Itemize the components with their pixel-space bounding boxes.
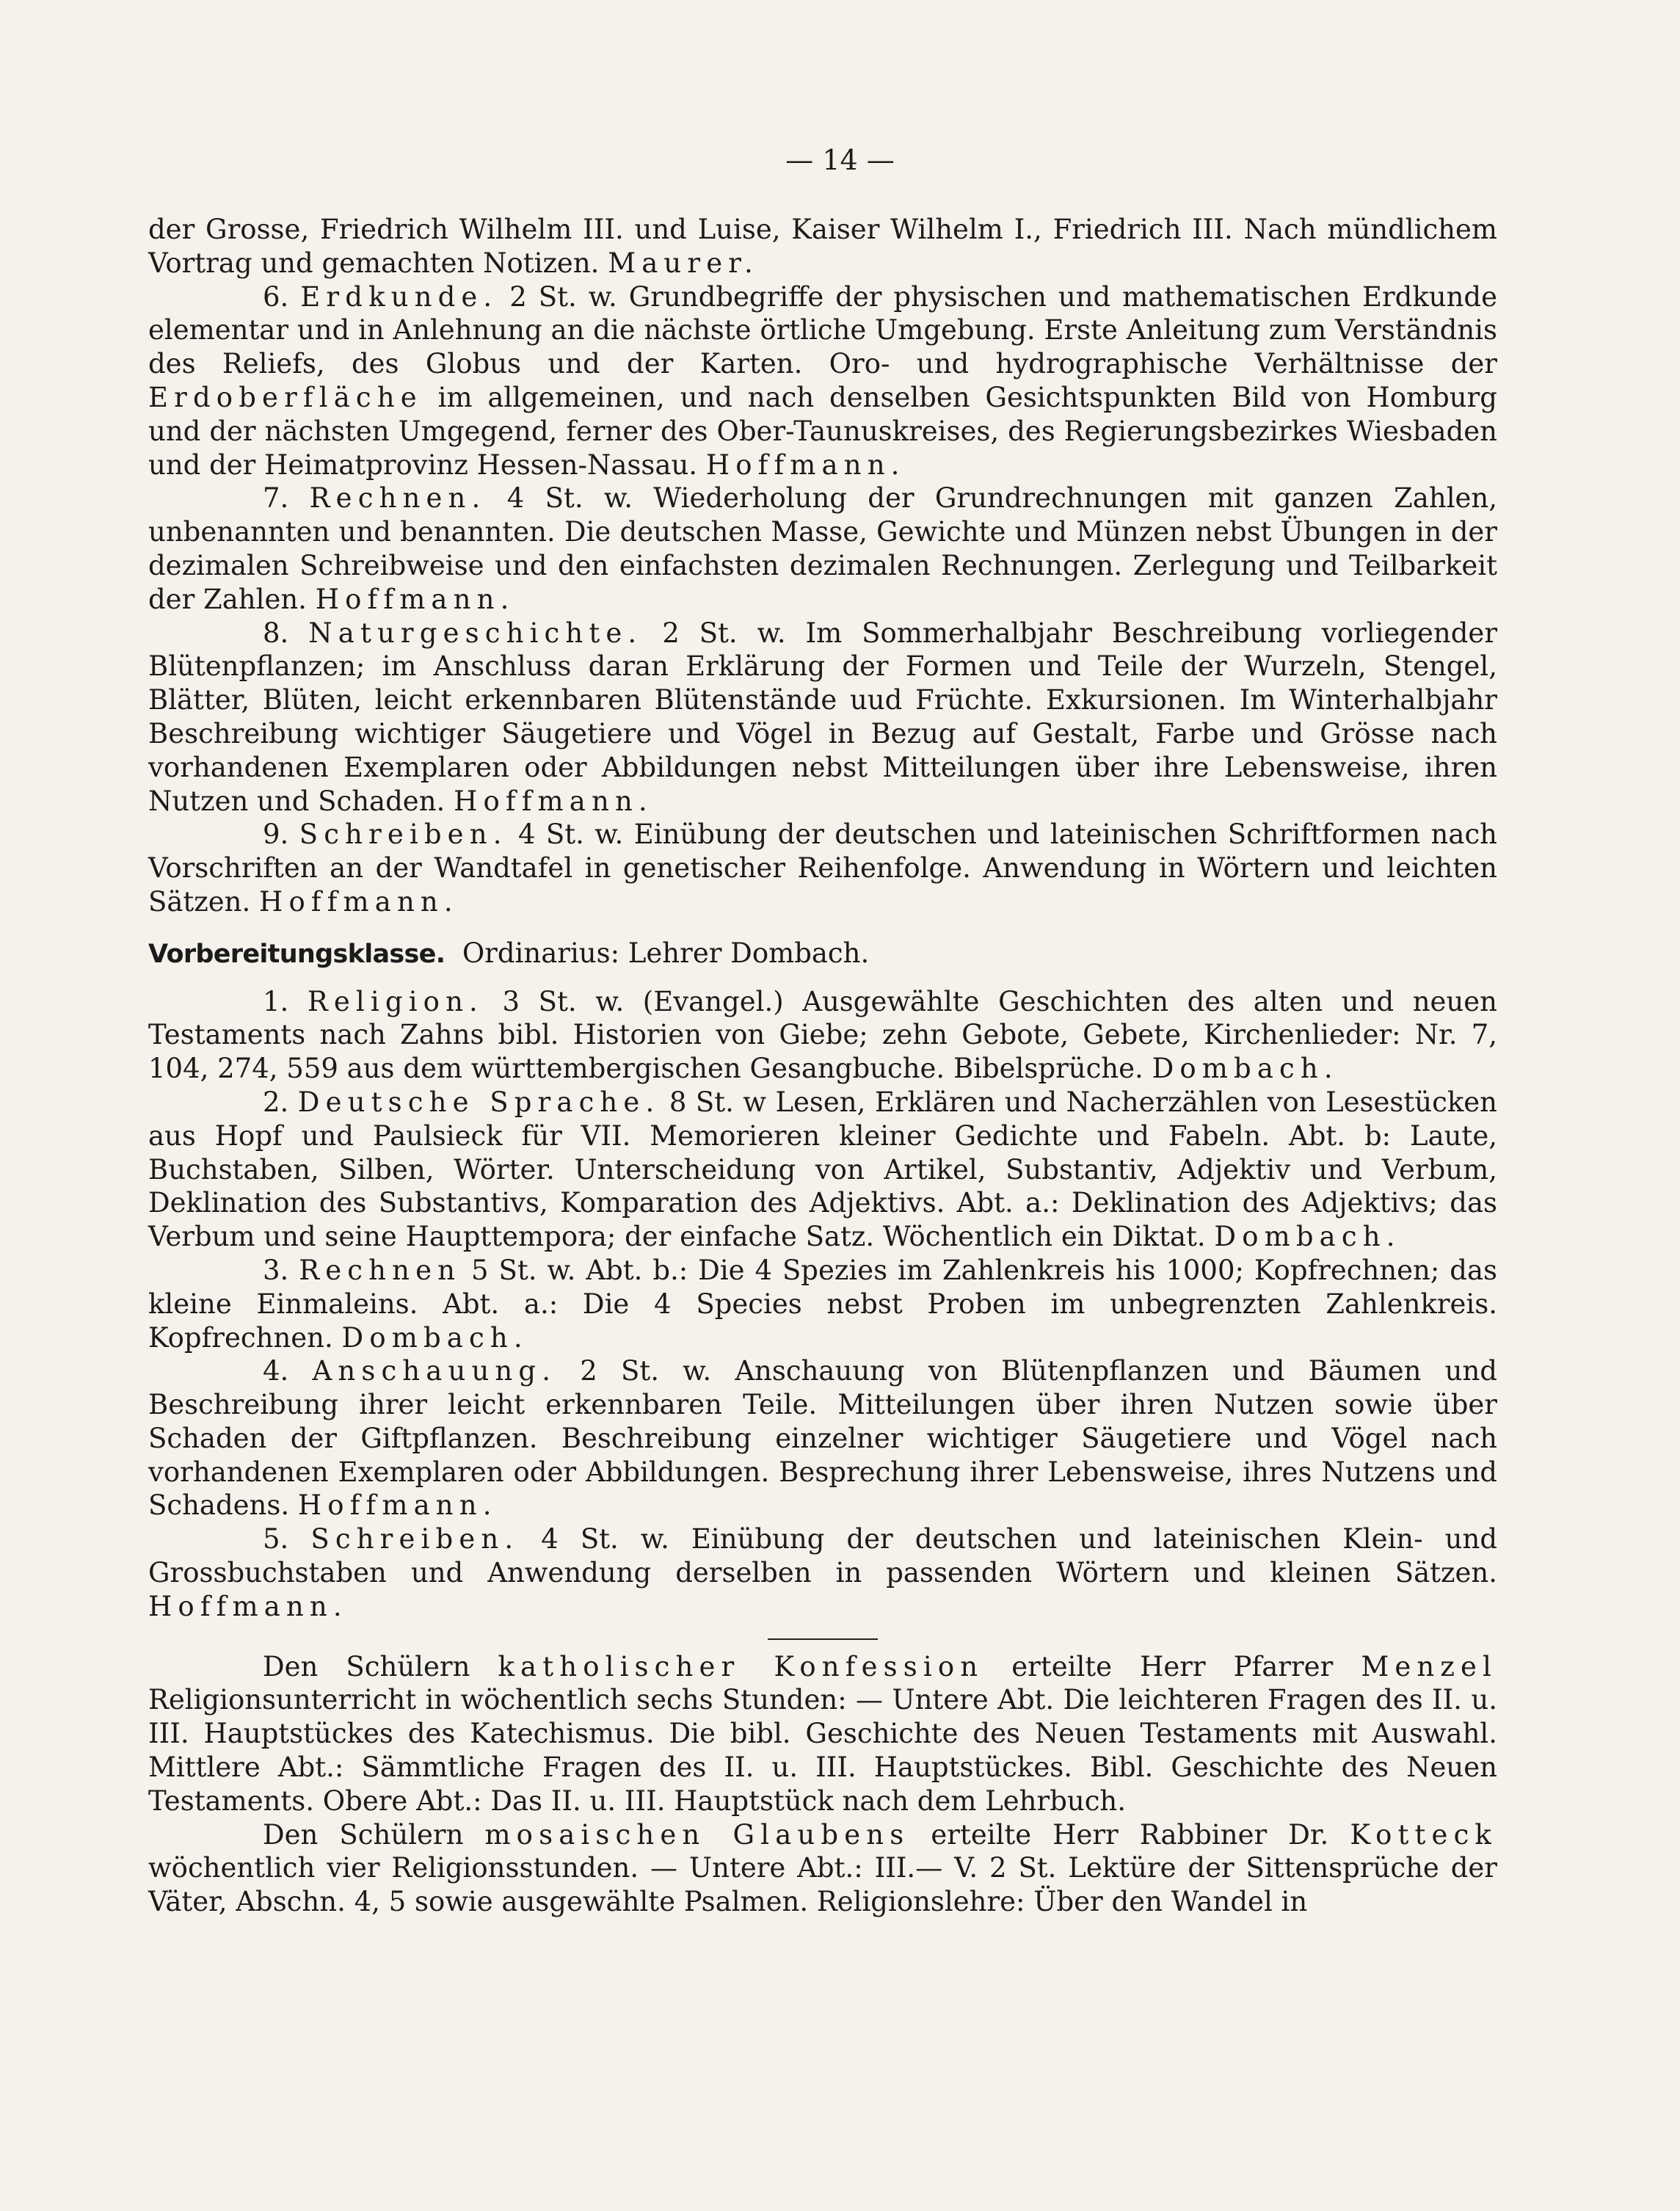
teacher-name: Dombach.	[341, 1321, 528, 1354]
subject-title: Anschauung.	[312, 1355, 557, 1387]
paragraph-naturgeschichte	[148, 617, 1497, 818]
section-heading	[148, 937, 1497, 972]
subject-number: 8.	[263, 617, 289, 649]
teacher-name: Dombach.	[1152, 1053, 1339, 1085]
subject-number: 3.	[263, 1254, 289, 1286]
teacher-name: Hoffmann.	[148, 1590, 348, 1622]
section-divider	[768, 1638, 878, 1640]
teacher-name: Hoffmann.	[297, 1489, 498, 1522]
emphasized-word: Erdoberfläche	[148, 381, 423, 413]
teacher-name: Hoffmann.	[454, 785, 653, 817]
page-number: — 14 —	[785, 144, 895, 176]
paragraph-rechnen-vk	[148, 1254, 1497, 1354]
paragraph-text: wöchentlich vier Religionsstunden. — Untere Abt.: III.— V. 2 St. Lektüre der Sittensprüche der Väter, Abschn. 4, 5 sowie ausgewählte Psalmen. Religionslehre: Über den Wandel in	[148, 1852, 1497, 1918]
emphasized-word: katholischer Konfession	[498, 1650, 984, 1682]
paragraph-text: Den Schülern	[263, 1818, 464, 1851]
paragraph-text: Religionsunterricht in wöchentlich sechs Stunden: — Untere Abt. Die leichteren Fragen des II. u. III. Hauptstückes des Katechismus. Die bibl. Geschichte des Neuen Testaments mit Auswahl. Mittlere Abt.: Sämmtliche Fragen des II. u. III. Hauptstückes. Bibl. Geschichte des Neuen Testaments. Obere Abt.: Das II. u. III. Hauptstück nach dem Lehrbuch.	[148, 1684, 1497, 1817]
paragraph-text: 2 St. w. Anschauung von Blütenpflanzen und Bäumen und Beschreibung ihrer leicht erkennbaren Teile. Mitteilungen über ihren Nutzen sowie über Schaden der Giftpflanzen. Beschreibung einzelner wichtiger Säugetiere und Vögel nach vorhandenen Exemplaren oder Abbildungen. Besprechung ihrer Lebensweise, ihres Nutzens und Schadens.	[148, 1355, 1497, 1522]
paragraph-text: 3 St. w. (Evangel.) Ausgewählte Geschichten des alten und neuen Testaments nach Zahns bibl. Historien von Giebe; zehn Gebote, Gebete, Kirchenlieder: Nr. 7, 104, 274, 559 aus dem württembergischen Gesangbuche. Bibelsprüche.	[148, 985, 1497, 1085]
paragraph-deutsche-sprache	[148, 1086, 1497, 1254]
teacher-name: Hoffmann.	[259, 885, 459, 918]
paragraph-text: 2 St. w. Grundbegriffe der physischen und mathematischen Erdkunde elementar und in Anlehnung an die nächste örtliche Umgebung. Erste Anleitung zum Verständnis des Reliefs, des Globus und der Karten. Oro- und hydrographische Verhältnisse der	[148, 280, 1498, 380]
paragraph-geschichte-continued	[148, 213, 1497, 280]
subject-title: Erdkunde.	[300, 280, 498, 313]
paragraph-schreiben-vk	[148, 1522, 1497, 1623]
paragraph-erdkunde	[148, 280, 1497, 482]
paragraph-religion	[148, 985, 1497, 1086]
subject-number: 2.	[263, 1086, 289, 1118]
section-title: Vorbereitungsklasse.	[148, 939, 446, 969]
paragraph-mosaisch	[148, 1818, 1497, 1919]
teacher-name: Dombach.	[1214, 1221, 1401, 1253]
paragraph-katholisch	[148, 1650, 1497, 1818]
paragraph-text: 4 St. w. Wiederholung der Grundrechnungen mit ganzen Zahlen, unbenannten und benannten. Die deutschen Masse, Gewichte und Münzen nebst Übungen in der dezimalen Schreibweise und den einfachsten dezimalen Rechnungen. Zerlegung und Teilbarkeit der Zahlen.	[148, 482, 1498, 615]
subject-number: 7.	[263, 482, 289, 515]
subject-title: Deutsche Sprache.	[297, 1086, 661, 1118]
paragraph-text: der Grosse, Friedrich Wilhelm III. und Luise, Kaiser Wilhelm I., Friedrich III. Nach mündlichem Vortrag und gemachten Notizen.	[148, 214, 1497, 279]
paragraph-text: Den Schülern	[263, 1650, 470, 1682]
subject-title: Schreiben.	[310, 1523, 520, 1555]
subject-title: Rechnen	[299, 1254, 462, 1286]
paragraph-text: 8 St. w Lesen, Erklären und Nacherzählen von Lesestücken aus Hopf und Paulsieck für VII. Memorieren kleiner Gedichte und Fabeln. Abt. b: Laute, Buchstaben, Silben, Wörter. Unterscheidung von Artikel, Substantiv, Adjektiv und Verbum, Deklination des Substantivs, Komparation des Adjektivs. Abt. a.: Deklination des Adjektivs; das Verbum und seine Haupttempora; der einfache Satz. Wöchentlich ein Diktat.	[148, 1086, 1497, 1253]
teacher-name: Hoffmann.	[705, 449, 906, 481]
subject-number: 4.	[263, 1355, 289, 1387]
paragraph-text: 4 St. w. Einübung der deutschen und lateinischen Schriftformen nach Vorschriften an der Wandtafel in genetischer Reihenfolge. Anwendung in Wörtern und leichten Sätzen.	[148, 818, 1497, 918]
teacher-name: Kotteck	[1350, 1818, 1497, 1851]
section-ordinarius: Ordinarius: Lehrer Dombach.	[462, 937, 870, 969]
subject-number: 9.	[263, 818, 289, 851]
subject-title: Naturgeschichte.	[308, 617, 643, 649]
paragraph-rechnen	[148, 482, 1497, 616]
paragraph-text: erteilte Herr Pfarrer	[1011, 1650, 1334, 1682]
teacher-name: Maurer.	[608, 247, 759, 279]
paragraph-text: 4 St. w. Einübung der deutschen und lateinischen Klein- und Grossbuchstaben und Anwendung derselben in passenden Wörtern und kleinen Sätzen.	[148, 1523, 1498, 1589]
paragraph-text: erteilte Herr Rabbiner Dr.	[931, 1818, 1329, 1851]
paragraph-text: im allgemeinen, und nach denselben Gesichtspunkten Bild von Homburg und der nächsten Umgegend, ferner des Ober-Taunuskreises, des Regierungsbezirkes Wiesbaden und der Heimatprovinz Hessen-Nassau.	[148, 381, 1497, 481]
subject-title: Rechnen.	[309, 482, 487, 515]
page-body	[148, 213, 1497, 1919]
paragraph-anschauung	[148, 1354, 1497, 1522]
paragraph-text: 5 St. w. Abt. b.: Die 4 Spezies im Zahlenkreis his 1000; Kopfrechnen; das kleine Einmaleins. Abt. a.: Die 4 Species nebst Proben im unbegrenzten Zahlenkreis. Kopfrechnen.	[148, 1254, 1498, 1354]
subject-title: Religion.	[307, 985, 484, 1017]
teacher-name: Hoffmann.	[315, 583, 515, 615]
subject-number: 6.	[263, 280, 289, 313]
paragraph-text: 2 St. w. Im Sommerhalbjahr Beschreibung vorliegender Blütenpflanzen; im Anschluss daran Erklärung der Formen und Teile der Wurzeln, Stengel, Blätter, Blüten, leicht erkennbaren Blütenstände uud Früchte. Exkursionen. Im Winterhalbjahr Beschreibung wichtiger Säugetiere und Vögel in Bezug auf Gestalt, Farbe und Grösse nach vorhandenen Exemplaren oder Abbildungen nebst Mitteilungen über ihre Lebensweise, ihren Nutzen und Schaden.	[148, 617, 1498, 817]
subject-number: 5.	[263, 1523, 289, 1555]
subject-title: Schreiben.	[299, 818, 508, 851]
emphasized-word: mosaischen Glaubens	[484, 1818, 910, 1851]
paragraph-schreiben	[148, 818, 1497, 918]
teacher-name: Menzel	[1361, 1650, 1498, 1682]
subject-number: 1.	[263, 985, 289, 1017]
